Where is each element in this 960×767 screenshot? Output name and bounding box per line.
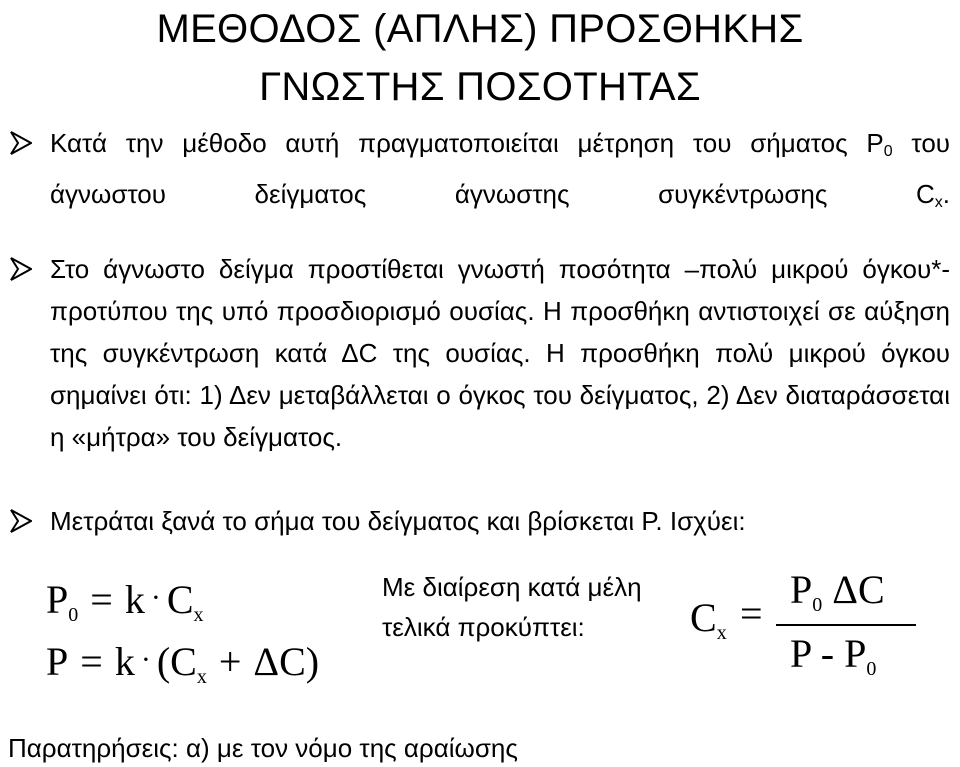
- bullet-1-text-b: του άγνωστου δείγματος άγνωστης συγκέντρωσης C: [50, 128, 950, 209]
- eq1-lhs: P: [46, 577, 69, 622]
- result-den-sub: 0: [866, 658, 877, 680]
- result-lhs: [690, 594, 727, 645]
- arrowhead-bullet-icon: [10, 131, 32, 155]
- result-den-p: P - P: [790, 631, 867, 676]
- eq2-var: C: [170, 639, 197, 684]
- subscript-0: 0: [883, 143, 893, 160]
- bullet-3-text: Μετράται ξανά το σήμα του δείγματος και βρίσκεται P. Ισχύει:: [50, 506, 746, 536]
- eq2-k: k: [114, 639, 135, 684]
- result-num-delta: ΔC: [832, 567, 885, 612]
- eq1-lhs-sub: 0: [68, 604, 79, 626]
- eq2-open-paren: (: [156, 639, 171, 684]
- equation-2: [46, 640, 319, 697]
- result-lhs-var: C: [690, 595, 717, 640]
- result-denominator: [790, 630, 876, 681]
- result-num-sub: 0: [812, 594, 823, 616]
- eq1-dot: ·: [150, 581, 161, 614]
- eq2-close-paren: ): [305, 639, 320, 684]
- result-num-p: P: [790, 567, 813, 612]
- equation-1: [46, 578, 204, 635]
- bullet-1: [10, 122, 950, 224]
- eq1-var: C: [166, 577, 194, 622]
- eq1-var-sub: x: [193, 604, 204, 626]
- bullet-1-text-c: .: [942, 179, 950, 209]
- notes-line: Παρατηρήσεις: α) με τον νόμο της αραίωσης: [8, 733, 518, 763]
- division-note: Με διαίρεση κατά μέλη τελικά προκύπτει:: [382, 572, 642, 642]
- bullet-1-text-a: Κατά την μέθοδο αυτή πραγματοποιείται μέτρηση του σήματος P: [50, 128, 884, 158]
- eq2-equals: =: [80, 639, 103, 684]
- eq2-delta: ΔC: [253, 639, 306, 684]
- subscript-x: x: [934, 194, 943, 211]
- result-lhs-sub: x: [716, 622, 727, 644]
- slide-title: [0, 0, 960, 116]
- bullet-2-text: Στο άγνωστο δείγμα προστίθεται γνωστή ποσότητα –πολύ μικρού όγκου*- προτύπου της υπό προσδιορισμό ουσίας. Η προσθήκη αντιστοιχεί σε αύξηση της συγκέντρωση κατά ΔC της ουσίας. Η προσθήκη πολύ μικρού όγκου σημαίνει ότι: 1) Δεν μεταβάλλεται ο όγκος του δείγματος, 2) Δεν διαταράσσεται η «μήτρα» του δείγματος.: [50, 254, 950, 452]
- result-numerator: [790, 566, 910, 617]
- eq1-equals: =: [90, 577, 113, 622]
- bullet-1-text: [50, 122, 950, 224]
- eq2-dot: ·: [140, 643, 151, 676]
- eq2-var-sub: x: [196, 666, 207, 688]
- bullet-2: [10, 248, 950, 458]
- slide-title-line-2: ΓΝΩΣΤΗΣ ΠΟΣΟΤΗΤΑΣ: [259, 65, 701, 109]
- eq2-lhs: P: [46, 639, 69, 684]
- eq2-plus: +: [218, 639, 242, 684]
- result-equals: =: [740, 591, 763, 636]
- arrowhead-bullet-icon: [10, 257, 32, 281]
- arrowhead-bullet-icon: [10, 509, 32, 533]
- eq1-k: k: [124, 577, 145, 622]
- slide-title-line-1: ΜΕΘΟΔΟΣ (ΑΠΛΗΣ) ΠΡΟΣΘΗΚΗΣ: [156, 7, 804, 51]
- bullet-3: [10, 500, 950, 542]
- fraction-bar: [776, 624, 916, 626]
